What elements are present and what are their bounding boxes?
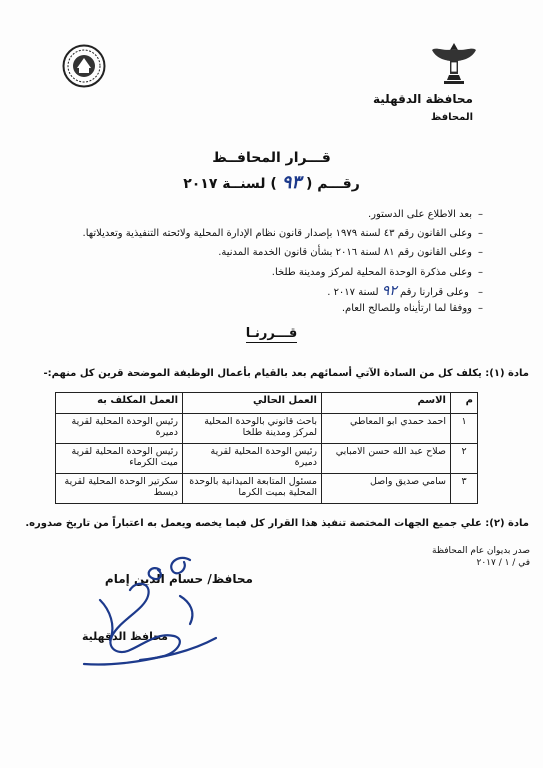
decree-number-suffix: ) لسنــة ٢٠١٧ (183, 176, 277, 192)
table-row (56, 474, 478, 504)
article-2-text: علي جميع الجهات المختصة تنفيذ هذا القرار كل فيما يخصه ويعمل به اعتباراً من تاريخ صدوره. (25, 518, 482, 529)
table-header-row (56, 393, 478, 414)
header-name: الاسم (322, 393, 451, 414)
preamble-ref-number: ٩٢ (381, 283, 397, 299)
issued-date: في / ١ / ٢٠١٧ (476, 558, 530, 568)
signatory-title: محافظ الدقهلية (81, 630, 168, 643)
assignments-table (55, 392, 478, 504)
preamble-line: – ووفقا لما ارتأيناه وللصالح العام. (63, 302, 483, 316)
row-assigned-job: رئيس الوحدة المحلية لقرية ميت الكرماء (56, 444, 183, 474)
article-2-label: مادة (٢): (485, 518, 529, 529)
decree-number-prefix: رقـــم ( (305, 176, 360, 192)
preamble-line: – وعلى القانون رقم ٤٣ لسنة ١٩٧٩ بإصدار قانون نظام الإدارة المحلية ولائحته التنفيذية وتعديلاتها. (63, 227, 483, 241)
row-index: ٢ (451, 444, 478, 474)
row-current-job: مسئول المتابعة الميدانية بالوحدة المحلية بميت الكرما (183, 474, 322, 504)
governorate-name: محافظة الدقهلية (373, 92, 473, 106)
signatory-name: محافظ/ حسام الدين إمام (104, 572, 253, 586)
header-index: م (451, 393, 478, 414)
governorate-seal-icon (62, 44, 106, 88)
article-1 (19, 368, 529, 379)
preamble-line: – وعلى القانون رقم ٨١ لسنة ٢٠١٦ بشأن قانون الخدمة المدنية. (63, 246, 483, 260)
preamble-line: – بعد الاطلاع على الدستور. (63, 208, 483, 222)
row-current-job: رئيس الوحدة المحلية لقرية دميرة (183, 444, 322, 474)
office-title: المحافظ (430, 112, 473, 123)
eagle-emblem-icon (430, 40, 478, 86)
row-name: سامي صديق واصل (322, 474, 451, 504)
table-row (56, 414, 478, 444)
row-name: صلاح عبد الله حسن الامبابي (322, 444, 451, 474)
preamble-line (63, 284, 483, 300)
issued-place: صدر بديوان عام المحافظة (432, 546, 530, 556)
decided-heading: قـــررنـا (245, 326, 298, 341)
handwritten-signature-icon (40, 540, 240, 680)
row-assigned-job: رئيس الوحدة المحلية لقرية دميرة (56, 414, 183, 444)
row-assigned-job: سكرتير الوحدة المحلية لقرية ديسط (56, 474, 183, 504)
article-1-label: مادة (١): (485, 368, 529, 379)
row-name: احمد حمدي ابو المعاطي (322, 414, 451, 444)
row-current-job: باحث قانوني بالوحدة المحلية لمركز ومدينة طلخا (183, 414, 322, 444)
article-1-text: يكلف كل من السادة الآتي أسمائهم بعد بالقيام بأعمال الوظيفة الموضحة قرين كل منهم:- (43, 368, 482, 379)
header-current-job: العمل الحالي (183, 393, 322, 414)
row-index: ٣ (451, 474, 478, 504)
decree-number-line (0, 172, 543, 193)
decree-title: قـــرار المحافــظ (212, 150, 331, 166)
table-row (56, 444, 478, 474)
header-assigned-job: العمل المكلف به (56, 393, 183, 414)
preamble-ref-text: وعلى قرارنا رقم (400, 287, 469, 298)
article-2 (19, 518, 529, 529)
preamble-ref-suffix: لسنة ٢٠١٧ . (327, 287, 379, 298)
issued-block (430, 545, 530, 569)
decree-number: ٩٣ (281, 172, 302, 193)
preamble-line: – وعلى مذكرة الوحدة المحلية لمركز ومدينة طلخا. (63, 266, 483, 280)
row-index: ١ (451, 414, 478, 444)
